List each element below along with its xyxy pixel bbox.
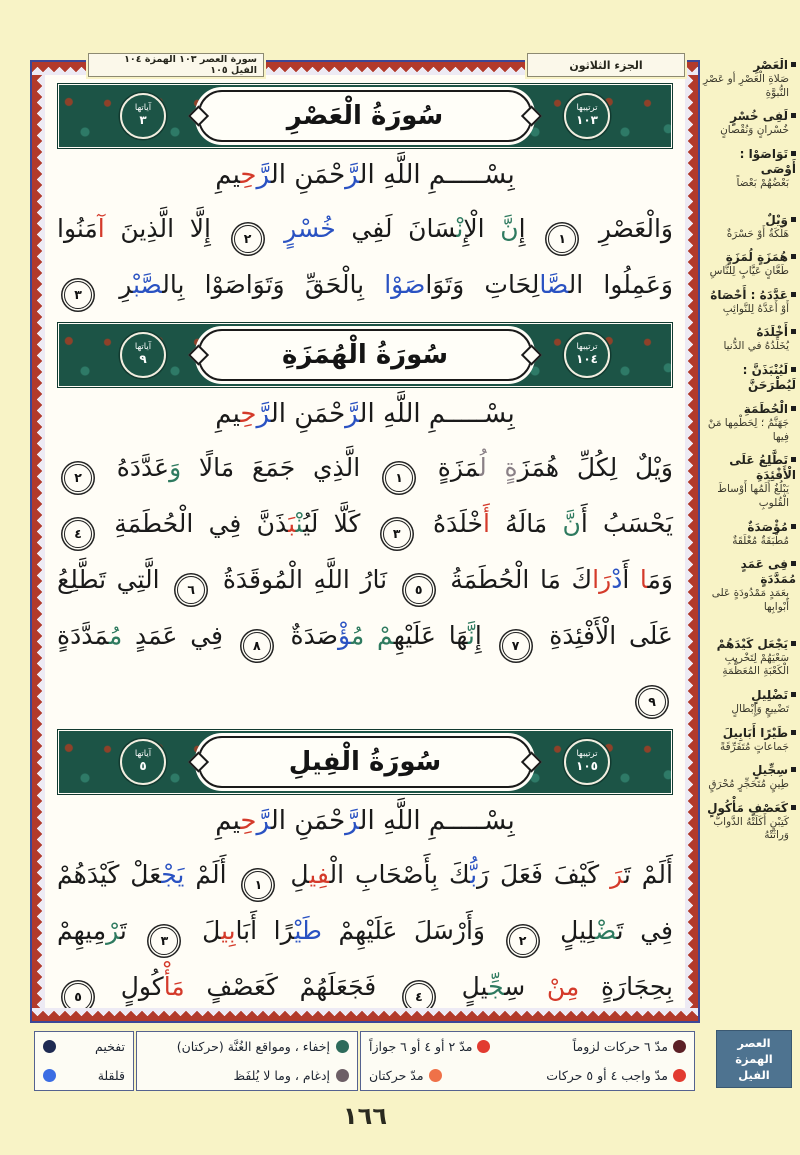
quran-text-segment: بُّ [470, 860, 478, 889]
quran-text-segment: رَّ [256, 399, 271, 429]
quran-text-segment: مَالَهُ [489, 509, 563, 538]
surah-order-medallion [564, 93, 610, 139]
quran-text-segment: رِ [99, 270, 134, 299]
note-headword-text: لَيُنْبَذَنَّ : لَيُطْرَحَنَّ [742, 363, 796, 393]
quran-text-segment: كَ مَا الْحُطَمَةُ [439, 565, 593, 594]
quran-text-segment: يمِ [215, 160, 241, 190]
tajweed-color-dot [673, 1040, 686, 1053]
square-bullet [791, 62, 796, 67]
legend-box-tafkheem-qalqalah [34, 1031, 134, 1091]
surah-order-label: ترتيبها [576, 342, 598, 353]
surah-ayat-label: آياتها [134, 749, 152, 760]
square-bullet [791, 151, 796, 156]
note-definition: يُخَلِّدُهُ في الدُّنيا [723, 340, 789, 353]
note-definition: تَضْييعٍ وَإِبْطالٍ [731, 702, 789, 715]
juz-tab [527, 53, 685, 77]
note-headword [702, 213, 796, 228]
margin-note [702, 637, 796, 679]
quran-text-segment: مَدَّدَةٍ [57, 621, 109, 650]
surah-section [57, 729, 673, 1008]
verse-marker: ١ [385, 464, 413, 492]
verse-marker: ٣ [64, 281, 92, 309]
note-definition: بِعَمَدٍ مَمْدُودَةٍ عَلى أَبْوابِها [711, 587, 789, 613]
square-bullet [791, 367, 796, 372]
quran-text-segment: حِ [240, 399, 257, 429]
quran-text-segment: حِ [240, 806, 257, 836]
note-headword [702, 363, 796, 393]
surah-order-medallion [564, 739, 610, 785]
quran-text-segment: مَنُوا [57, 214, 98, 243]
tajweed-color-dot [336, 1040, 349, 1053]
note-headword [702, 250, 796, 265]
legend-row [369, 1068, 686, 1083]
surah-ayat-label: آياتها [134, 103, 152, 114]
quran-text-segment: عَلْ كَيْدَهُمْ [57, 860, 162, 889]
note-definition: جَهَنَّمُ ؛ لِحَطْمِها مَنْ فِيها [707, 417, 789, 443]
quran-text-segment: وَعَمِلُوا ال [568, 270, 673, 299]
legend-label: تفخيم [95, 1039, 125, 1054]
quran-text-segment: أَ [482, 509, 490, 538]
quran-text-segment: بَ [288, 509, 296, 538]
quran-text-segment: الَّتِي تَطَّلِعُ [57, 565, 171, 594]
quran-text-segment: صَّبْ [133, 270, 163, 299]
surah-ayat-label: آياتها [134, 342, 152, 353]
quran-text-segment: ةٍ لُ [479, 453, 518, 482]
tajweed-color-dot [477, 1040, 490, 1053]
legend-row [369, 1039, 686, 1054]
note-definition: طِينٍ مُتَحَجِّرٍ مُحْرَقٍ [708, 778, 789, 791]
quran-text-segment: بِحِجَارَةٍ [579, 972, 673, 1001]
quran-text-segment: سِ [504, 972, 547, 1001]
bismillah [57, 795, 673, 847]
juz-tab-label: الجزء الثلاثون [569, 58, 643, 72]
note-definition: جَماعاتٍ مُتَفَرِّقَةً [720, 740, 789, 753]
surah-order-label: ترتيبها [576, 103, 598, 114]
quran-text-segment: أَلَمْ تَ [623, 860, 673, 889]
legend-row [43, 1068, 125, 1083]
quran-text-segment: نْ [295, 509, 304, 538]
surah-ayat-count: ٩ [139, 352, 147, 367]
note-headword [702, 557, 796, 587]
verse-marker: ٢ [509, 927, 537, 955]
note-headword [702, 637, 796, 652]
margin-note [702, 325, 796, 354]
quran-text-segment: نَّ [467, 621, 475, 650]
quran-text-segment: وَ [169, 453, 182, 482]
surah-title: سُورَةُ الْهُمَزَةِ [281, 340, 449, 370]
surah-order-number: ١٠٣ [576, 113, 598, 128]
note-headword-text: الْحُطَمَةِ [743, 402, 788, 417]
note-headword-text: فِى عَمَدٍ مُمَدَّدَةٍ [740, 557, 796, 587]
quran-text-segment: تَ [119, 916, 144, 945]
square-bullet [791, 457, 796, 462]
quran-line [57, 440, 673, 496]
note-definition: مُطْبَقَةٌ مُغْلَقَةٌ [732, 534, 789, 547]
note-headword-text: أَخْلَدَهُ [756, 325, 788, 340]
quran-text-segment: عَدَّدَهُ [99, 453, 170, 482]
verse-marker: ٥ [64, 983, 92, 1008]
square-bullet [791, 805, 796, 810]
surah-order-number: ١٠٥ [576, 759, 598, 774]
quran-text-segment: مَأْ [163, 972, 185, 1001]
quran-text-segment: مُ [108, 621, 123, 650]
surah-banner [57, 83, 673, 149]
legend-label: إخفاء ، ومواقع الغُنَّة (حركتان) [176, 1039, 330, 1054]
quran-text-segment: الَّذِي جَمَعَ مَالًا [181, 453, 379, 482]
note-definition: سَعْيَهُمْ لِتَخْريبِ الْكَعْبَةِ المُعَظَّمَةِ [722, 651, 789, 678]
quran-text-segment: ا [639, 565, 648, 594]
note-definition: خُسْرانٍ وَنُقْصانٍ [720, 124, 789, 137]
margin-note [702, 213, 796, 242]
surah-banner [57, 322, 673, 388]
verse-marker: ٤ [64, 520, 92, 548]
verse-marker: ٥ [405, 576, 433, 604]
quran-line [57, 201, 673, 257]
legend-row [145, 1039, 349, 1054]
legend-item [546, 1068, 686, 1083]
ornamental-border-right [684, 75, 698, 1008]
surah-title: سُورَةُ الْعَصْرِ [286, 101, 444, 131]
note-headword [702, 453, 796, 483]
note-headword-text: لَفِى خُسْرٍ [730, 109, 788, 124]
margin-note [702, 726, 796, 755]
quran-text-segment: آ [97, 214, 105, 243]
tajweed-color-dot [43, 1040, 56, 1053]
surah-ayat-medallion [120, 739, 166, 785]
surah-names-tab [88, 53, 264, 77]
quran-text-segment: طَيْ [294, 916, 322, 945]
quran-text-segment: جِّ [488, 972, 505, 1001]
margin-note [702, 763, 796, 792]
margin-note [702, 250, 796, 279]
square-bullet [791, 254, 796, 259]
quran-text-segment: يَجْ [161, 860, 185, 889]
quran-text-segment: رَ [610, 860, 624, 889]
quran-text-segment: حِ [240, 160, 257, 190]
quran-text-segment: كَ بِأَصْحَابِ الْ [329, 860, 471, 889]
note-definition: بَعْضُهُمْ بَعْضاً [736, 176, 789, 189]
quran-text-segment: مَزَةٍ [420, 453, 480, 482]
note-headword [702, 288, 796, 303]
verse-marker: ٢ [64, 464, 92, 492]
note-headword [702, 147, 796, 177]
quran-text-segment: لِ [279, 860, 310, 889]
verse-marker: ٤ [405, 983, 433, 1008]
note-headword [702, 726, 796, 741]
quran-text-segment: بِسْـــــمِ اللَّهِ ال [359, 160, 515, 190]
quran-content [45, 75, 685, 1008]
surah-order-number: ١٠٤ [576, 352, 598, 367]
note-headword-text: تَطَّلِعُ عَلَى الْأَفْئِدَةِ [729, 453, 796, 483]
quran-text-segment: إِ [518, 214, 542, 243]
margin-notes [702, 58, 796, 1026]
quran-text-segment: نْ [456, 214, 464, 243]
quran-text-segment: دْ [611, 565, 623, 594]
quran-text-segment: حْمَنِ ال [270, 399, 346, 429]
quran-text-segment: رْ [106, 916, 120, 945]
note-definition: أَوْ أَعَدَّهُ لِلنَّوائِبِ [722, 302, 789, 315]
square-bullet [791, 292, 796, 297]
quran-text-segment: نَارُ اللَّهِ الْمُوقَدَةُ [212, 565, 398, 594]
quran-text-segment: يلٍ [439, 972, 489, 1001]
legend-label: مدّ ٢ أو ٤ أو ٦ جوازاً [369, 1039, 473, 1054]
legend-box-madd [360, 1031, 695, 1091]
note-headword [702, 763, 796, 778]
legend-label: مدّ واجب ٤ أو ٥ حركات [546, 1068, 668, 1083]
verse-marker: ٣ [150, 927, 178, 955]
quran-text-segment: رَا [592, 565, 612, 594]
legend-row [145, 1068, 349, 1083]
surah-index-entry: الهمزة [735, 1052, 773, 1066]
note-headword [702, 402, 796, 417]
surah-order-label: ترتيبها [576, 749, 598, 760]
quran-text-segment: رَّ [256, 806, 271, 836]
quran-text-segment: يمِ [215, 399, 241, 429]
square-bullet [791, 113, 796, 118]
legend-label: قلقلة [97, 1068, 125, 1083]
note-headword [702, 58, 796, 73]
quran-text-segment: فِي عَمَدٍ [122, 621, 236, 650]
quran-text-segment: صَّا [539, 270, 569, 299]
note-headword-text: هُمَزَةٍ لُمَزَةٍ [725, 250, 788, 265]
note-headword-text: تَضْلِيلٍ [751, 687, 788, 702]
note-definition: هَلَكَةٌ أَوْ حَسْرَةٌ [726, 227, 789, 240]
quran-text-segment: رًا أَبَا [235, 916, 295, 945]
margin-note [702, 58, 796, 100]
verse-marker: ٦ [177, 576, 205, 604]
quran-page-frame [30, 54, 700, 1023]
verse-marker: ٨ [243, 632, 271, 660]
margin-note [702, 688, 796, 717]
quran-text-segment: خْلَدَهُ [417, 509, 483, 538]
margin-note [702, 288, 796, 317]
square-bullet [791, 692, 796, 697]
tajweed-color-dot [43, 1069, 56, 1082]
surah-index-box [716, 1030, 792, 1088]
quran-text-segment: كَلَّا لَيُ [303, 509, 376, 538]
tajweed-color-dot [673, 1069, 686, 1082]
legend-item [369, 1039, 490, 1054]
note-headword [702, 688, 796, 703]
quran-text-segment: بِي [221, 916, 236, 945]
quran-text-segment: بِسْـــــمِ اللَّهِ ال [359, 399, 515, 429]
note-definition: طَعَّانٍ عَيَّابٍ لِلنَّاسِ [709, 265, 789, 278]
surah-ayat-count: ٥ [139, 759, 147, 774]
quran-line [57, 608, 673, 720]
quran-line [57, 496, 673, 552]
bismillah [57, 149, 673, 201]
quran-text-segment: خُسْرٍ [268, 214, 336, 243]
quran-text-segment: صَوْا [384, 270, 426, 299]
note-definition: صَلاةِ الْعَصْرِ أو عَصْرِ النُّبوَّةِ [703, 73, 789, 99]
quran-text-segment: فِي تَ [616, 916, 673, 945]
note-headword-text: كَعَصْفٍ مَأْكُولٍ [707, 800, 788, 815]
quran-line [57, 847, 673, 903]
legend-label: مدّ ٦ حركات لزوماً [572, 1039, 668, 1054]
legend-label: مدّ حركتان [369, 1068, 424, 1083]
quran-text-segment: ؤْ [337, 621, 351, 650]
quran-text-segment: كُولٍ [99, 972, 164, 1001]
square-bullet [791, 730, 796, 735]
note-headword-text: الْعَصْرِ [753, 58, 788, 72]
quran-text-segment: صَدَةٌ [277, 621, 338, 650]
surah-ayat-count: ٣ [139, 113, 147, 128]
legend-item [573, 1039, 686, 1054]
margin-note [702, 520, 796, 549]
margin-note [702, 363, 796, 393]
quran-text-segment: حْمَنِ ال [270, 806, 346, 836]
note-headword-text: عَدَّدَهُ : أَحْصَاهُ [710, 287, 788, 302]
surah-section [57, 322, 673, 720]
quran-line [57, 903, 673, 959]
surah-title: سُورَةُ الْفِيلِ [288, 747, 442, 777]
margin-note [702, 453, 796, 510]
note-headword-text: تَوَاصَوْا : أَوْصَى [739, 146, 796, 176]
ornamental-border-bottom [32, 1007, 698, 1021]
note-headword [702, 325, 796, 340]
ornamental-border-left [32, 75, 46, 1008]
quran-line [57, 552, 673, 608]
quran-text-segment: مِيهِمْ [57, 916, 107, 945]
legend-item [369, 1068, 442, 1083]
legend-label: إدغام ، وما لا يُلفَظ [233, 1068, 330, 1083]
verse-marker: ٣ [383, 520, 411, 548]
surah-index-entry: العصر [737, 1036, 771, 1050]
quran-text-segment: بِسْـــــمِ اللَّهِ ال [359, 806, 515, 836]
quran-text-segment: هَا عَلَيْهِ [393, 621, 468, 650]
note-headword [702, 801, 796, 816]
square-bullet [791, 524, 796, 529]
square-bullet [791, 406, 796, 411]
surah-title-cartouche [198, 736, 532, 788]
square-bullet [791, 767, 796, 772]
quran-text-segment: يَحْسَبُ أَ [580, 509, 673, 538]
quran-text-segment: ضْ [594, 916, 617, 945]
quran-text-segment: نَّ [500, 214, 519, 243]
note-headword-text: وَيْلٌ [765, 212, 788, 227]
note-headword-text: سِجِّيلٍ [751, 763, 788, 778]
quran-text-segment: إِ [474, 621, 495, 650]
quran-text-segment: رَّ [345, 160, 360, 190]
quran-text-segment: عَلَى الْأَفْئِدَةِ [536, 621, 673, 650]
quran-text-segment: ذَنَّ فِي الْحُطَمَةِ [99, 509, 289, 538]
note-headword [702, 109, 796, 124]
note-headword [702, 520, 796, 535]
quran-text-segment: فِي [309, 860, 330, 889]
note-headword-text: مُؤْصَدَةٌ [747, 519, 788, 534]
quran-text-segment: أَ [622, 565, 640, 594]
quran-text-segment: أَلَمْ [184, 860, 238, 889]
surah-ayat-medallion [120, 332, 166, 378]
legend-box-ikhfa-idgham [136, 1031, 358, 1091]
verse-marker: ٢ [234, 225, 262, 253]
surah-index-entry: الفيل [738, 1068, 770, 1082]
quran-text-segment: رَّ [345, 806, 360, 836]
margin-note [702, 109, 796, 138]
quran-text-segment: وَالْعَصْرِ [583, 214, 673, 243]
quran-text-segment: الْإِ [463, 214, 501, 243]
verse-marker: ٩ [638, 688, 666, 716]
quran-text-segment: وَمَ [647, 565, 673, 594]
quran-text-segment: حْمَنِ ال [270, 160, 346, 190]
quran-text-segment: سَانَ لَفِي [335, 214, 457, 243]
surah-ayat-medallion [120, 93, 166, 139]
quran-line [57, 959, 673, 1008]
quran-text-segment: إِلَّا الَّذِينَ [104, 214, 227, 243]
verse-marker: ٧ [502, 632, 530, 660]
square-bullet [791, 329, 796, 334]
margin-note [702, 402, 796, 444]
quran-text-segment: نَّ [562, 509, 581, 538]
margin-note [702, 147, 796, 191]
quran-text-segment: فَجَعَلَهُمْ كَعَصْفٍ [184, 972, 398, 1001]
quran-text-segment: رَّ [256, 160, 271, 190]
quran-text-segment: وَأَرْسَلَ عَلَيْهِمْ [321, 916, 502, 945]
quran-text-segment: كَيْفَ فَعَلَ رَ [477, 860, 611, 889]
margin-note [702, 557, 796, 614]
bismillah [57, 388, 673, 440]
note-definition: كَتِبْنٍ أَكَلَتْهُ الدَّوابُّ وَراثَتْهُ [713, 815, 789, 842]
square-bullet [791, 561, 796, 566]
surah-section [57, 83, 673, 313]
legend-row [43, 1039, 125, 1054]
surah-title-cartouche [198, 329, 532, 381]
tajweed-color-dot [429, 1069, 442, 1082]
note-definition: يَبْلُغُ أَلَمُها أَوْساطَ الْقُلوبِ [717, 483, 789, 510]
quran-text-segment: لِيلٍ [543, 916, 595, 945]
quran-line [57, 257, 673, 313]
quran-text-segment: مِنْ [546, 972, 580, 1001]
margin-note [702, 801, 796, 843]
verse-marker: ١ [548, 225, 576, 253]
surah-banner [57, 729, 673, 795]
square-bullet [791, 217, 796, 222]
quran-text-segment: يمِ [215, 806, 241, 836]
quran-text-segment: مْ مُ [350, 621, 394, 650]
square-bullet [791, 641, 796, 646]
verse-marker: ١ [244, 871, 272, 899]
surah-title-cartouche [198, 90, 532, 142]
note-headword-text: طَيْرًا أَبَابِيلَ [722, 725, 788, 740]
quran-text-segment: وَيْلٌ لِكُلِّ هُمَزَ [517, 453, 673, 482]
quran-text-segment: بِالْحَقِّ وَتَوَاصَوْا بِال [162, 270, 385, 299]
quran-text-segment: رَّ [345, 399, 360, 429]
quran-text-segment: لِحَاتِ وَتَوَا [425, 270, 540, 299]
page-number: ١٦٦ [343, 1102, 387, 1130]
tajweed-color-dot [336, 1069, 349, 1082]
surah-order-medallion [564, 332, 610, 378]
note-headword-text: يَجْعَل كَيْدَهُمْ [716, 636, 788, 651]
quran-text-segment: لَ [185, 916, 222, 945]
surah-names-tab-label: سورة العصر ١٠٣ الهمزة ١٠٤ الفيل ١٠٥ [124, 54, 257, 76]
